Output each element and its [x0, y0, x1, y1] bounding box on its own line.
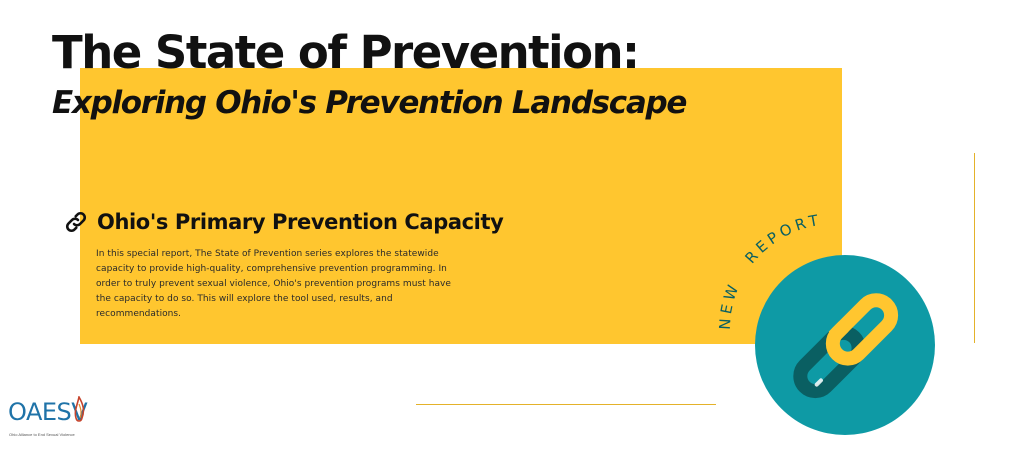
link-icon: [64, 210, 88, 234]
flame-icon: [72, 396, 86, 426]
new-report-badge: [700, 200, 960, 440]
badge-circle: [755, 255, 935, 435]
badge-line-new: NEW: [715, 278, 744, 331]
page-title: The State of Prevention:: [52, 26, 639, 79]
logo-text: OAESV: [8, 398, 88, 426]
decorative-vertical-line: [974, 153, 975, 343]
section-header: [64, 210, 503, 234]
logo-tagline: Ohio Alliance to End Sexual Violence: [9, 432, 75, 437]
page-subtitle: Exploring Ohio's Prevention Landscape: [52, 85, 687, 121]
section-body: In this special report, The State of Prevention series explores the statewide capacity to provide high-quality, comprehensive prevention programming. In order to truly prevent sexual violence, Ohio's prevention programs must have the capacity to do so. This will explore the tool used, results, and recommendations.: [96, 249, 451, 319]
badge-line-report: REPORT: [741, 210, 824, 268]
decorative-horizontal-line: [416, 404, 716, 405]
section-title: Ohio's Primary Prevention Capacity: [97, 210, 504, 234]
oaesv-logo: [8, 396, 98, 442]
